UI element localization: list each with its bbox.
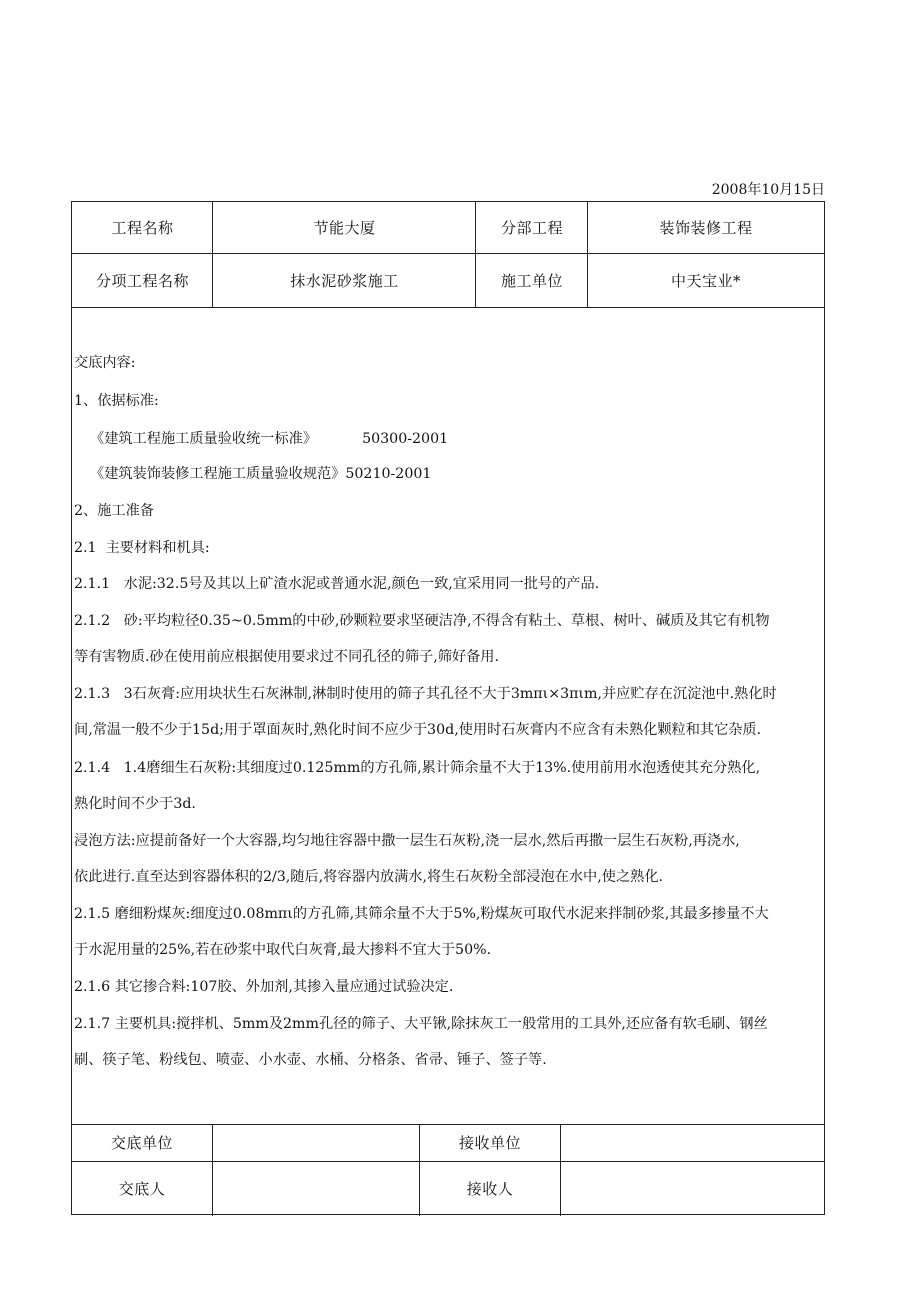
division-label: 分部工程 xyxy=(500,219,563,237)
section-2-heading: 2、施工准备 xyxy=(74,503,154,519)
contractor-value: 中天宝业* xyxy=(670,271,741,290)
item-2-1-6: 2.1.6 其它掺合料:107胶、外加剂,其掺入量应通过试验决定. xyxy=(74,979,454,995)
standard-2: 《建筑装饰装修工程施工质量验收规范》50210-2001 xyxy=(90,466,432,482)
subitem-name-value: 抹水泥砂浆施工 xyxy=(290,271,399,290)
item-2-1-3-line2: 间,常温一般不少于15d;用于罩面灰时,熟化时间不应少于30d,使用时石灰膏内不应含有未熟化颗粒和其它杂质. xyxy=(74,722,762,738)
content-title: 交底内容: xyxy=(74,355,136,371)
section-1-heading: 1、依据标准: xyxy=(74,393,159,409)
soak-method-line1: 浸泡方法:应提前备好一个大容器,均匀地往容器中撒一层生石灰粉,浇一层水,然后再撒一层生石灰粉,再浇水, xyxy=(74,833,740,849)
item-2-1-4-line1: 2.1.4 1.4磨细生石灰粉:其细度过0.125mm的方孔筛,累计筛余量不大于13%.使用前用水泡透使其充分熟化, xyxy=(74,760,761,776)
subitem-name-label: 分项工程名称 xyxy=(95,271,189,290)
disclosing-unit-value[interactable] xyxy=(213,1124,419,1161)
row-divider xyxy=(72,253,824,254)
item-2-1-2-line1: 2.1.2 砂:平均粒径0.35~0.5mm的中砂,砂颗粒要求坚硬洁净,不得含有粘土、草根、树叶、碱质及其它有机物 xyxy=(74,613,770,629)
project-name-label: 工程名称 xyxy=(111,219,174,237)
section-2-1-heading: 2.1 主要材料和机具: xyxy=(74,540,210,556)
column-divider xyxy=(587,202,588,307)
receiving-unit-label: 接收单位 xyxy=(458,1134,521,1152)
contractor-label: 施工单位 xyxy=(500,271,563,290)
item-2-1-1: 2.1.1 水泥:32.5号及其以上矿渣水泥或普通水泥,颜色一致,宜采用同一批号的产品. xyxy=(74,576,600,592)
division-value: 装饰装修工程 xyxy=(659,219,753,237)
receiver-value[interactable] xyxy=(561,1162,824,1214)
column-divider xyxy=(212,202,213,307)
disclosure-form-table xyxy=(71,201,825,1215)
item-2-1-2-line2: 等有害物质.砂在使用前应根据使用要求过不同孔径的筛子,筛好备用. xyxy=(74,649,499,665)
item-2-1-5-line2: 于水泥用量的25%,若在砂浆中取代白灰膏,最大掺料不宜大于50%. xyxy=(74,942,492,958)
column-divider xyxy=(475,202,476,307)
receiver-label: 接收人 xyxy=(466,1179,514,1198)
item-2-1-4-line2: 熟化时间不少于3d. xyxy=(74,796,196,812)
item-2-1-7-line1: 2.1.7 主要机具:搅拌机、5mm及2mm孔径的筛子、大平锹,除抹灰工一般常用的工具外,还应备有软毛刷、钢丝 xyxy=(74,1016,768,1032)
discloser-value[interactable] xyxy=(213,1162,419,1214)
disclosing-unit-label: 交底单位 xyxy=(110,1134,173,1152)
project-name-value: 节能大厦 xyxy=(313,219,376,237)
standard-1: 《建筑工程施工质量验收统一标准》 50300-2001 xyxy=(90,431,449,447)
row-divider xyxy=(72,307,824,308)
item-2-1-5-line1: 2.1.5 磨细粉煤灰:细度过0.08mπι的方孔筛,其筛余量不大于5%,粉煤灰可取代水泥来拌制砂浆,其最多掺量不大 xyxy=(74,906,769,922)
document-date: 2008年10月15日 xyxy=(711,182,825,198)
item-2-1-3-line1: 2.1.3 3石灰膏:应用块状生石灰淋制,淋制时使用的筛子其孔径不大于3mπι×3πιm,并应贮存在沉淀池中.熟化时 xyxy=(74,686,777,702)
discloser-label: 交底人 xyxy=(118,1179,166,1198)
receiving-unit-value[interactable] xyxy=(561,1124,824,1161)
soak-method-line2: 依此进行.直至达到容器体积的2/3,随后,将容器内放满水,将生石灰粉全部浸泡在水中,使之熟化. xyxy=(74,869,664,885)
item-2-1-7-line2: 刷、筷子笔、粉线包、喷壶、小水壶、水桶、分格条、省帚、锤子、签子等. xyxy=(74,1052,547,1068)
